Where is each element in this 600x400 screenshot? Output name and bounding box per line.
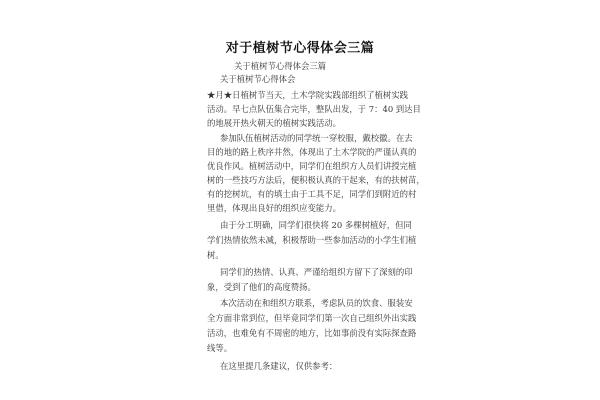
paragraph-line: 参加队伍植树活动的同学统一穿校服，戴校徽。在去 <box>220 133 413 143</box>
paragraph-line: 活动。早七点队伍集合完毕，整队出发，于 7：40 到达目 <box>207 104 421 114</box>
paragraph-line: ★月★日植树节当天，土木学院实践部组织了植树实践 <box>207 90 408 100</box>
paragraph-line: 线等。 <box>207 343 233 353</box>
paragraph-line: 有的挖树坑，有的填土由于工具不足，同学们到附近的村 <box>207 189 417 199</box>
paragraph-line: 象，受到了他们的高度赞扬。 <box>207 282 316 292</box>
paragraph-line: 学们热情依然未减，积极帮助一些参加活动的小学生们植 <box>207 235 417 245</box>
section-heading: 关于植树节心得体会 <box>220 74 296 84</box>
paragraph-line: 本次活动在和组织方联系，考虑队员的饮食、服装安 <box>220 298 413 308</box>
paragraph-line: 的地展开热火朝天的植树实践活动。 <box>207 118 341 128</box>
paragraph-line: 里借，体现出良好的组织应变能力。 <box>207 203 341 213</box>
paragraph-line: 由于分工明确，同学们很快将 20 多棵树植好，但同 <box>220 220 412 230</box>
paragraph-line: 树的一些技巧方法后，便积极认真的干起来，有的扶树苗， <box>207 175 425 185</box>
paragraph-line: 全方面非常到位，但毕竟同学们第一次自己组织外出实践 <box>207 313 417 323</box>
paragraph-line: 优良作风。植树活动中，同学们在组织方人员们讲授完植 <box>207 161 417 171</box>
paragraph-line: 目的地的路上秩序井然，体现出了土木学院的严谨认真的 <box>207 147 417 157</box>
paragraph-line: 活动，也难免有不周密的地方，比如事前没有实际探查路 <box>207 328 417 338</box>
paragraph-line: 同学们的热情、认真、严谨给组织方留下了深刻的印 <box>220 267 413 277</box>
paragraph-line: 树。 <box>207 250 224 260</box>
paragraph-line: 在这里提几条建议，仅供参考： <box>220 361 338 371</box>
document-subtitle: 关于植树节心得体会三篇 <box>234 61 327 71</box>
document-title: 对于植树节心得体会三篇 <box>225 41 375 56</box>
